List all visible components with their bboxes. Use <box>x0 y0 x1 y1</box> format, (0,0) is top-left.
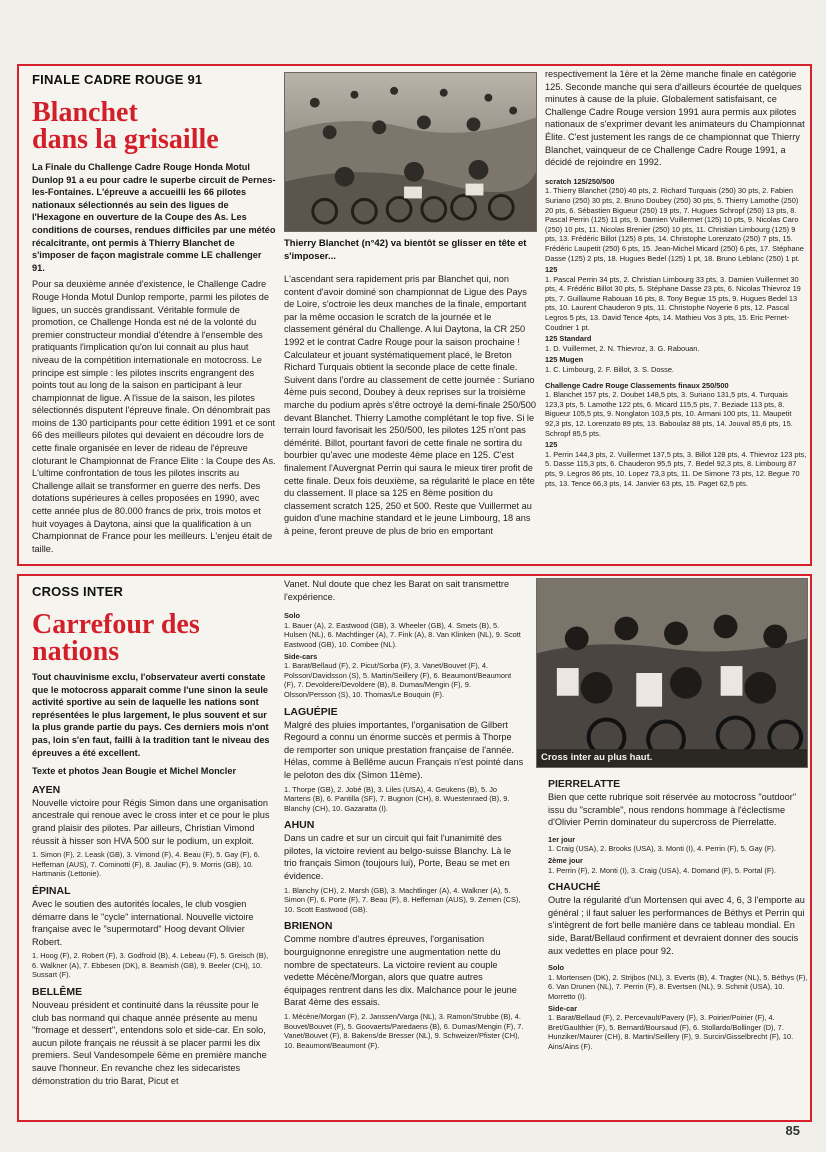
results-heading: 2ème jour <box>548 855 583 865</box>
section-ayen <box>32 784 276 879</box>
photo-caption: Thierry Blanchet (n°42) va bientôt se glisser en tête et s'imposer... <box>284 238 527 262</box>
byline: Texte et photos Jean Bougie et Michel Moncler <box>32 766 237 777</box>
results-heading: Side-cars <box>284 651 318 661</box>
section-results: 1. Blanchy (CH), 2. Marsh (GB), 3. Machtlinger (A), 4. Walkner (A), 5. Simon (F), 6. Porte (F), 7. Beau (F), 8. Heffernan (AUS), 9. Zemen (CS), 10. Scott Eastwood (GB). <box>284 885 521 914</box>
race-photo <box>284 72 537 232</box>
results-block <box>545 177 807 488</box>
body-paragraph: L'ascendant sera rapidement pris par Blanchet qui, non content d'avoir dominé son championnat de Ligue des Pays de Loire, s'octroie les deux manches de la finale, emportant par la même occasion le scratch de la journée et le classement général du Challenge. A lui Daytona, la CR 250 1992 et le contrat Cadre Rouge pour la saison prochaine ! Calculateur et jouant systématiquement placé, le Breton Richard Turquais obtient la seconde place de cette finale. Suivent dans l'ordre au classement de cette journée : Suriano 4ème puis second, Doubey à deux reprises sur la troisième marche du podium après s'être octroyé la demi-finale 250/500 devant Blanchet. Thierry Lamothe complétant le top five. Si le terrain lourd favorisait les 250/500, les pilotes 125 n'ont pas démérité. Billot, pourtant favori de cette finale ne sortira du bourbier qu'avec une modeste 4ème place en 125. C'est finalement l'Auvergnat Perrin qui saura le mieux tirer profit de cette finale. Deux fois deuxième, sa régularité le place en tête du classement. Il place sa 125 en 8ème position du classement scratch 125, 250 et 500. Reste que Vuillermet au guidon d'une machine standard et le jeune Limbourg, 18 ans à peine, feront preuve de plus de brio en emportant <box>284 274 536 536</box>
results-heading: 125 Standard <box>545 334 592 344</box>
results-heading: Solo <box>284 611 301 621</box>
section-title: CHAUCHÉ <box>548 881 601 894</box>
results-heading: Challenge Cadre Rouge Classements finaux 250/500 <box>545 380 729 390</box>
section-laguepie <box>284 706 524 814</box>
results-text: 1. Mortensen (DK), 2. Strijbos (NL), 3. Everts (B), 4. Tragter (NL), 5. Béthys (F), 6. Van Drunen (NL), 7. Perrin (F), 8. Evertsen (NL), 9. Schmit (USA), 10. Morretto (I). <box>548 972 808 1001</box>
section-pierrelatte <box>536 778 808 875</box>
article-column-1 <box>32 72 276 562</box>
body-text-col3 <box>545 68 807 169</box>
results-text: 1. Blanchet 157 pts, 2. Doubet 148,5 pts, 3. Suriano 131,5 pts, 4. Turquais 123,3 pts, 5. Lamothe 122 pts, 6. Micard 115,5 pts, 7. Beziade 113 pts, 8. Bigueur 105,5 pts, 9. Nonglaton 103,5 pts, 10. Armani 100 pts, 11. Maupetit 92,3 pts, 12. Lorenzato 89 pts, 13. Baboulaz 88 pts, 14. Jouval 85,6 pts, 15. Schropf 85,5 pts. <box>545 390 793 438</box>
lead-text: Tout chauvinisme exclu, l'observateur averti constate que le motocross apparait comme l'une sinon la seule activité sportive au sein de laquelle les nations sont représentées le plus largement, le plus souvent et sur la plus grande partie du pays. Ces derniers mois n'ont pas, loin s'en faut, failli à la tradition tant le niveau des épreuves a été excellent. <box>32 672 270 758</box>
section-text: Bien que cette rubrique soit réservée au motocross "outdoor" issu du "scramble", nous rendons hommage à l'éclectisme d'Olivier Perrin dominateur du supercross de Pierrelatte. <box>548 792 797 828</box>
body-paragraph: respectivement la 1ère et la 2ème manche finale en catégorie 125. Seconde manche qui sera d'ailleurs écourtée de quelques minutes à cause de la pluie. Globalement satisfaisant, ce Challenge Cadre Rouge version 1991 aura permis aux pilotes nationaux de s'exprimer devant les animateurs du Championnat Élite. C'est justement les rangs de ce championnat que Thierry Blanchet, vainqueur de ce Challenge Cadre Rouge 1991, a décidé de rejoindre en 1992. <box>545 69 805 168</box>
section-title: AYEN <box>32 783 61 796</box>
results-text: 1. C. Limbourg, 2. F. Billot, 3. S. Dosse. <box>545 365 674 375</box>
section-results: 1. Thorpe (GB), 2. Jobé (B), 3. Liles (USA), 4. Geukens (B), 5. Jo Martens (B), 6. Pantilla (SF), 7. Bugnon (CH), 8. Wuestenraed (B), 9. Blanchy (CH), 10. Gazaratta (I). <box>284 784 510 813</box>
section-results <box>548 963 808 1051</box>
body-text <box>32 278 276 555</box>
results-heading: 125 <box>545 440 558 450</box>
article-column-2 <box>284 578 524 1118</box>
results-heading: Side-car <box>548 1003 578 1013</box>
results-text: 1. Perrin (F), 2. Monti (I), 3. Craig (USA), 4. Domand (F), 5. Portal (F). <box>548 865 776 875</box>
results-text: 1. D. Vuillermet, 2. N. Thievroz, 3. G. Rabouan. <box>545 343 700 353</box>
belleme-results <box>284 611 524 699</box>
rubric-label: CROSS INTER <box>32 584 124 599</box>
headline: Carrefour des nations <box>32 609 200 667</box>
section-title: BRIENON <box>284 920 333 933</box>
section-title: PIERRELATTE <box>548 778 621 790</box>
section-title: LAGUÉPIE <box>284 705 338 718</box>
results-text: 1. Barat/Bellaud (F), 2. Percevault/Pavery (F), 3. Poirier/Poirier (F), 4. Bret/Gaulthier (F), 5. Bernard/Boursaud (F), 6. Stollardo/Bollinger (D), 7. Hunziker/Maurer (CH), 8. Martin/Seillery (F), 9. Surcin/Gisselbrecht (F), 10. Ains/Ains (F). <box>548 1013 794 1051</box>
article-column-2 <box>284 72 537 562</box>
section-results <box>548 835 808 875</box>
section-ahun <box>284 819 524 914</box>
article-column-3 <box>536 578 808 1118</box>
results-text: 1. Perrin 144,3 pts, 2. Vuillermet 137,5 pts, 3. Billot 128 pts, 4. Thievroz 123 pts, 5. Dasse 115,3 pts, 6. Chauderon 95,5 pts, 7. Bedel 92,3 pts, 8. Limbourg 87 pts, 9. Legros 86 pts, 10. Lopez 73,3 pts, 11. De Simone 73 pts, 12. Begue 70 pts, 13. Tence 66,3 pts, 14. Janvier 63 pts, 15. Paget 62,5 pts. <box>545 449 807 488</box>
headline <box>32 99 276 153</box>
results-text: 1. Thierry Blanchet (250) 40 pts, 2. Richard Turquais (250) 30 pts, 2. Fabien Suriano (250) 30 pts, 2. Bruno Doubey (250) 30 pts, 5. Thierry Lamothe (250) 20 pts, 6. Sébastien Bigueur (250) 19 pts, 7. Hugues Schropf (250) 13 pts, 8. Pascal Perrin (125) 11 pts, 9. Damien Vuillermet (125) 10 pts, 9. Nicolas Caro (250) 10 pts, 11. Nicolas Brenier (250) 10 pts, 11. Christian Limbourg (125) 9 pts, 13. Frédéric Billot (125) 8 pts, 14. Christophe Lorenzato (250) 7 pts, 15. Frédéric Laupetit (250) 6 pts, 15. Jean-Michel Micard (250) 6 pts, 17. Stéphane Dasse (125) 2 pts, 18. Hugues Bedel (125) 1 pt, 18. Bruno Leblanc (250) 1 pt. <box>545 186 804 263</box>
headline-line-2: dans la grisaille <box>32 124 219 155</box>
section-text: Dans un cadre et sur un circuit qui fait l'unanimité des pilotes, la victoire revient au belgo-suisse Blanchy. Là le trio français Simon (toujours lui), Porte, Beau se met en évidence. <box>284 833 512 882</box>
section-title: AHUN <box>284 819 315 832</box>
cross-inter-photo <box>536 578 808 768</box>
section-text: Outre la régularité d'un Mortensen qui avec 4, 6, 3 l'emporte au général ; il faut saluer les performances de Béthys et Perrin qui s'intègrent de fort belle manière dans ce tableau mondial. En side, Barat/Bellaud confirment et devraient donner des soucis aux vedettes en place pour 92. <box>548 895 805 956</box>
article-column-3 <box>545 68 807 562</box>
section-chauche <box>536 881 808 1051</box>
results-text: 1. Pascal Perrin 34 pts, 2. Christian Limbourg 33 pts, 3. Damien Vuillermet 30 pts, 4. Frédéric Billot 30 pts, 5. Stéphane Dasse 23 pts, 6. Nicolas Thievroz 19 pts, 7. Guillaume Rabouan 16 pts, 8. Tony Begue 15 pts, 9. Hugues Bedel 13 pts, 10. Laurent Chauderon 9 pts, 11. Christophe Noyerie 6 pts, 12. Pascal Legros 5 pts, 13. David Tence 4pts, 14. Mathieu Vos 3 pts, 15. Eric Pernet-Coudrier 1 pt. <box>545 274 801 332</box>
lead-text: La Finale du Challenge Cadre Rouge Honda Motul Dunlop 91 a eu pour cadre le superbe circuit de Pernes-les-Fontaines. L'épreuve a accueilli les 66 pilotes nationaux sélectionnés au sein des ligues de l'Hexagone en ouverture de la Coupe des As. Les conditions de courses, rendues difficiles par une météo récalcitrante, ont permis à Thierry Blanchet de s'imposer de façon magistrale comme LE challenger 91. <box>32 162 276 273</box>
body-text-col2 <box>284 273 537 537</box>
section-results: 1. Mécène/Morgan (F), 2. Janssen/Varga (NL), 3. Ramon/Strubbe (B), 4. Bouvet/Bouvet (F), 5. Goovaerts/Paredaens (B), 6. Dumas/Mengin (F), 7. Vanet/Bouvet (F), 8. Bakens/de Bresser (NL), 9. Schweizer/Pfister (CH), 10. Beaumont/Beaumont (F). <box>284 1012 524 1050</box>
results-heading: 125 Mugen <box>545 355 584 365</box>
section-text: Nouvelle victoire pour Régis Simon dans une organisation ancestrale qui renoue avec le cross inter et ce pour le plus grand plaisir des pilotes. Par ailleurs, Christian Vimond réussit à hisser son HVA 500 sur le podium, un exploit. <box>32 797 270 846</box>
section-text: Nouveau président et continuité dans la réussite pour le club bas normand qui chaque année présente au menu "fromage et dessert", entendons solo et side-car. En solo, aucun pilote français ne réussit à se placer parmi les dix premiers. Seul Vandesompele 6ème en première manche sauve l'honneur. En revanche chez les sidecaristes démonstration du trio Barat, Picut et <box>32 1000 267 1086</box>
cross-inter-photo-image <box>537 579 807 767</box>
results-heading: scratch 125/250/500 <box>545 176 615 186</box>
page-number: 85 <box>785 1123 800 1138</box>
lead-paragraph <box>32 161 276 274</box>
article-column-1 <box>32 584 276 1118</box>
results-heading: 125 <box>545 265 558 275</box>
section-brienon <box>284 920 524 1050</box>
section-title: ÉPINAL <box>32 884 71 897</box>
results-text: 1. Barat/Bellaud (F), 2. Picut/Sorba (F), 3. Vanet/Bouvet (F), 4. Polsson/Davidsson (S), 5. Martin/Seillery (F), 6. Beaumont/Beaumont (F), 7. Devoldere/Devoldere (B), 8. Dumas/Mengin (F), 9. Olsson/Persson (S), 10. Thomas/Le Bouquin (F). <box>284 661 512 699</box>
body-paragraph: Pour sa deuxième année d'existence, le Challenge Cadre Rouge Honda Motul Dunlop remporte, parmi les pilotes de ligues, un succès grandissant. Véritable formule de promotion, ce Challenge Honda est né de la volonté du premier constructeur mondial d'étendre à l'ensemble des pratiquants l'implication qu'on lui connait au plus haut niveau de la compétition internationale en motocross. Le principe est simple : les pilotes inscrits engrangent des points tout au long de la saison en participant à leur championnat de ligue. A l'issue de la saison, les pilotes sélectionnés disputent l'épreuve finale. On dénombrait pas moins de 130 participants pour cette édition 1991 et ce sont 66 des meilleurs pilotes qui devaient en découdre lors de cette finale organisée en lever de rideau de l'épreuve cloturant le Championnat de France Elite : la Coupe des As. L'ultime confrontation de tous les pilotes inscrits au Challenge allait se transformer en guerre des nerfs. Des dotations supérieures à celles proposées en 1990, avec cette année plus de 80.000 francs de prix, trois motos et huit voyages à Daytona, ainsi que la qualification à un Championnat de France pour les meilleurs. L'enjeu était de taille. <box>32 279 276 554</box>
section-title: BELLÊME <box>32 986 83 999</box>
article-cross-inter <box>17 574 812 1122</box>
rubric-label: FINALE CADRE ROUGE 91 <box>32 72 203 87</box>
results-text: 1. Craig (USA), 2. Brooks (USA), 3. Monti (I), 4. Perrin (F), 5. Gay (F). <box>548 844 776 854</box>
lead-paragraph <box>32 671 276 759</box>
section-text: Comme nombre d'autres épreuves, l'organisation bourguignonne enregistre une augmentation nette du nombre de spectateurs. La victoire revient au couple vedette Mécène/Morgan, alors que quatre autres équipages rentrent dans les dix. Malchance pour le jeune Barat 4ème des essais. <box>284 934 517 1008</box>
article-finale-cadre-rouge <box>17 64 812 566</box>
results-heading: 1er jour <box>548 834 576 844</box>
section-results: 1. Hoog (F), 2. Robert (F), 3. Godfroid (B), 4. Lebeau (F), 5. Greisch (B), 6. Walkner (A), 7. Ebbesen (DK), 8. Beamish (GB), 9. Beeler (CH), 10. Sussart (F). <box>32 951 269 980</box>
headline-line-1: Blanchet <box>32 97 138 128</box>
section-epinal <box>32 885 276 980</box>
section-text: Avec le soutien des autorités locales, le club vosgien démarre dans le "cycle" international. Nouvelle victoire française avec le "supermotard" Hoog devant Olivier Robert. <box>32 898 254 947</box>
section-text: Malgré des pluies importantes, l'organisation de Gilbert Regourd a connu un énorme succès et permis à Thorpe de remporter son unique prestation française de l'année. Hélas, comme à Bellême aucun Français n'est pointé dans le peloton des dix (Simon 11ème). <box>284 719 524 780</box>
photo-caption: Cross inter au plus haut. <box>541 751 653 763</box>
results-heading: Solo <box>548 963 565 973</box>
race-photo-image <box>285 73 536 231</box>
section-results: 1. Simon (F), 2. Leask (GB), 3. Vimond (F), 4. Beau (F), 5. Gay (F), 6. Heffernan (AUS), 7. Cominotti (F), 8. Jauliac (F), 9. Morris (GB), 10. Hartmanis (Lettonie). <box>32 850 260 879</box>
section-belleme <box>32 986 276 1087</box>
results-text: 1. Bauer (A), 2. Eastwood (GB), 3. Wheeler (GB), 4. Smets (B), 5. Hulsen (NL), 6. Machtlinger (A), 7. Fink (A), 8. Van Klinken (NL), 9. Scott Eastwood (GB), 10. Combee (NL). <box>284 620 521 649</box>
body-text: Vanet. Nul doute que chez les Barat on sait transmettre l'expérience. <box>284 579 510 602</box>
